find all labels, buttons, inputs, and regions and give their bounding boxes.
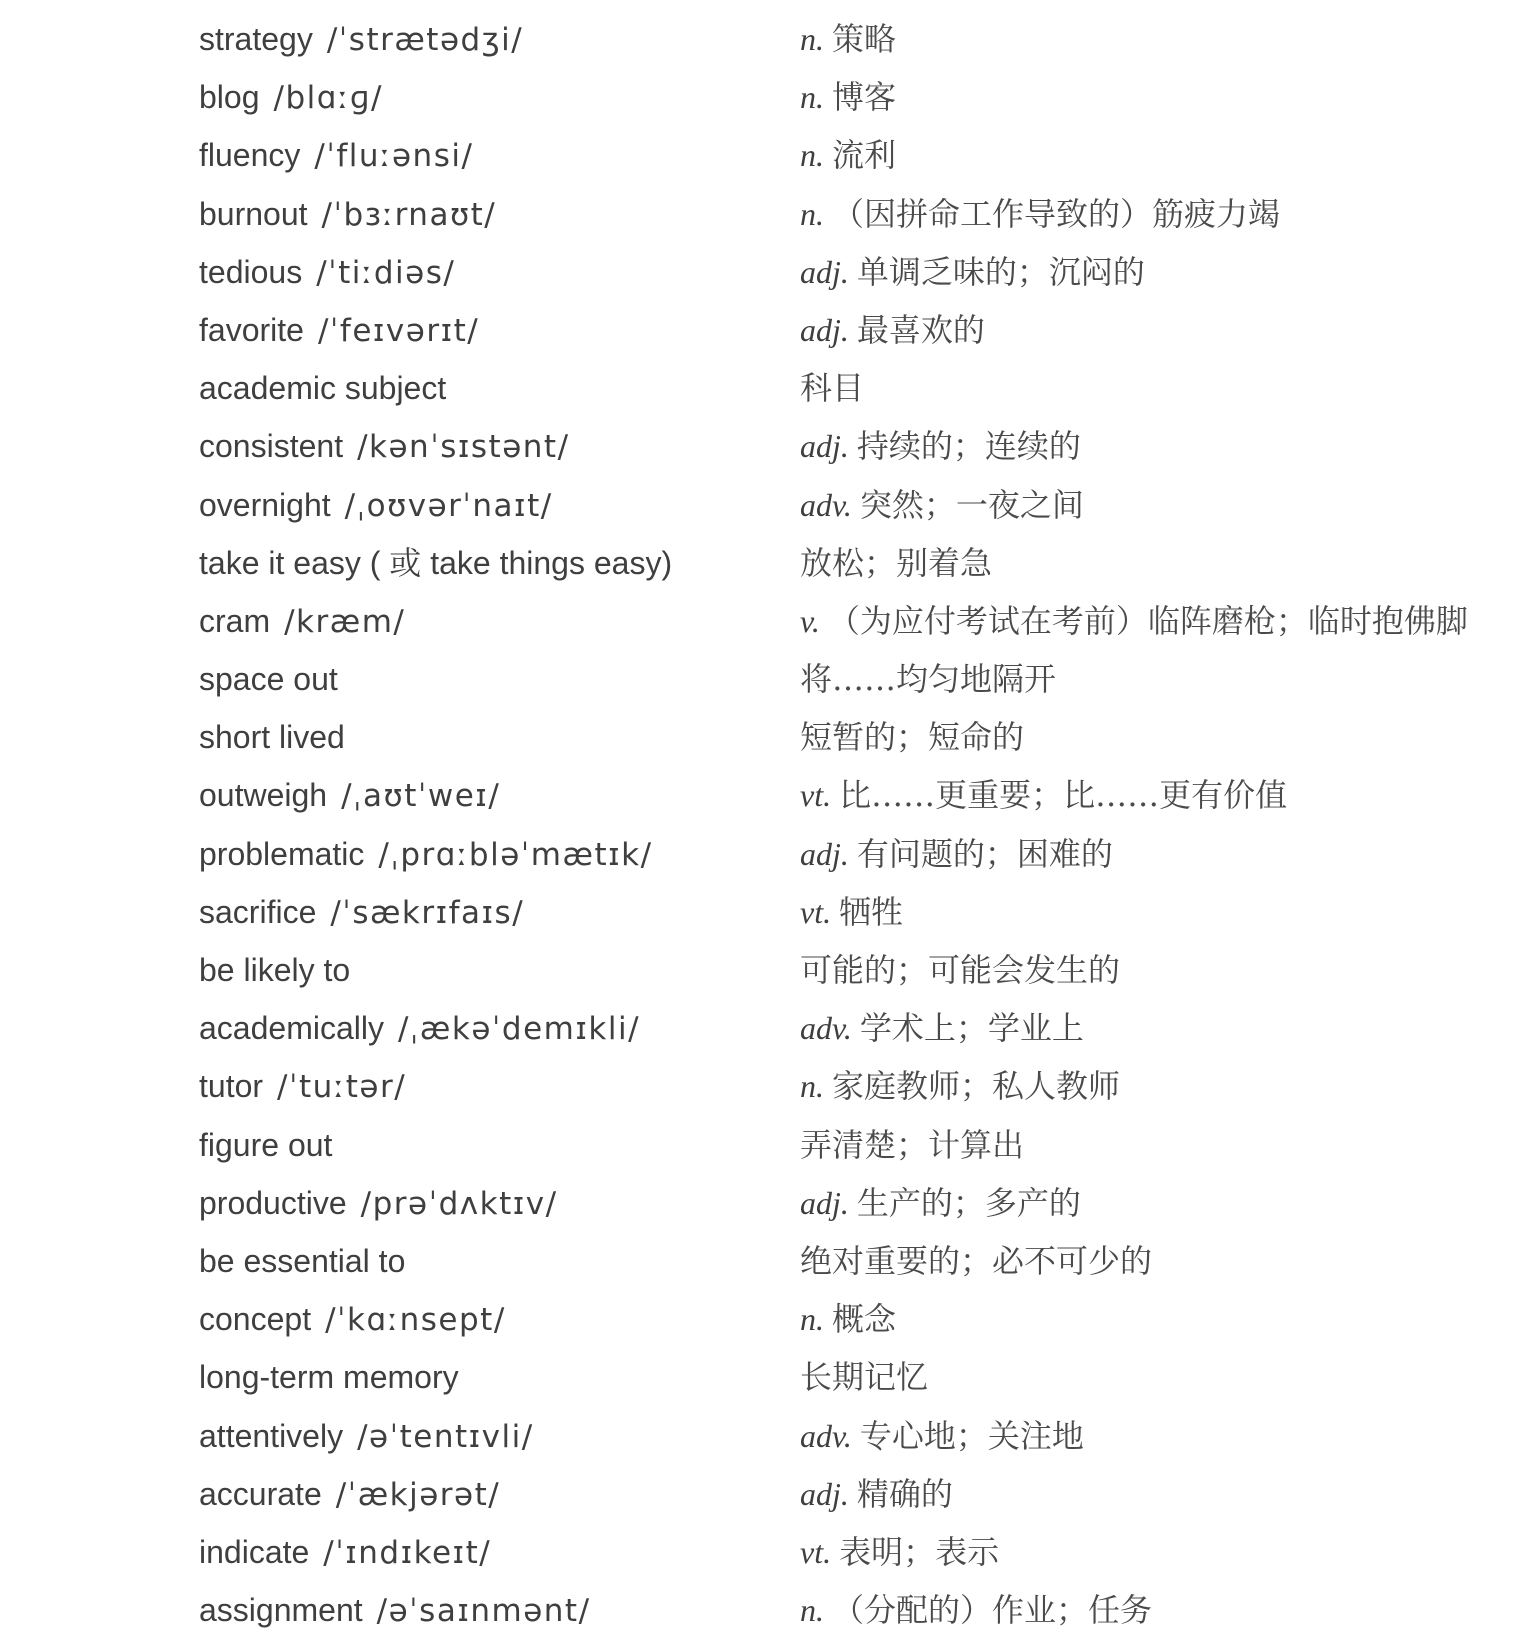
vocab-entry bbox=[0, 592, 1536, 650]
vocab-word: assignment bbox=[199, 1592, 363, 1629]
vocab-word: be likely to bbox=[199, 952, 351, 988]
vocab-word: tutor bbox=[199, 1068, 264, 1105]
vocab-definition bbox=[800, 1057, 1120, 1115]
vocab-meaning: 策略 bbox=[832, 20, 897, 58]
part-of-speech: adj. bbox=[800, 311, 849, 348]
vocabulary-list bbox=[0, 10, 1536, 1639]
vocab-entry bbox=[0, 534, 1536, 592]
vocab-word: be essential to bbox=[199, 1242, 406, 1279]
vocab-definition bbox=[800, 1523, 999, 1581]
vocab-meaning: 比……更重要；比……更有价值 bbox=[839, 776, 1288, 815]
vocab-entry bbox=[0, 1465, 1536, 1523]
vocab-definition bbox=[800, 883, 903, 941]
vocab-word: short lived bbox=[199, 719, 345, 756]
vocab-entry bbox=[0, 999, 1536, 1057]
vocab-term bbox=[199, 68, 383, 126]
vocab-definition bbox=[800, 592, 1468, 650]
vocab-meaning: 表明；表示 bbox=[839, 1532, 1000, 1571]
vocab-entry bbox=[0, 650, 1536, 708]
vocab-word: academic subject bbox=[199, 370, 447, 407]
vocab-definition bbox=[800, 708, 1024, 766]
vocab-meaning: 家庭教师；私人教师 bbox=[832, 1067, 1121, 1106]
part-of-speech: adj. bbox=[800, 253, 849, 290]
vocab-term bbox=[199, 301, 479, 359]
vocab-term bbox=[199, 243, 455, 301]
vocab-phonetic: /ˌaʊtˈweɪ/ bbox=[341, 778, 501, 815]
vocab-entry bbox=[0, 1407, 1536, 1465]
part-of-speech: adj. bbox=[800, 835, 849, 872]
vocab-meaning: （为应付考试在考前）临阵磨枪；临时抱佛脚 bbox=[827, 601, 1468, 640]
vocab-meaning: 短暂的；短命的 bbox=[800, 718, 1025, 757]
vocab-meaning: 科目 bbox=[800, 369, 865, 408]
part-of-speech: n. bbox=[800, 1592, 824, 1629]
vocab-phonetic: /ˈækjərət/ bbox=[335, 1476, 501, 1513]
vocab-entry bbox=[0, 708, 1536, 766]
vocab-entry bbox=[0, 185, 1536, 243]
vocab-phonetic: /ˈstrætədʒi/ bbox=[326, 22, 524, 58]
vocab-meaning: 突然；一夜之间 bbox=[859, 485, 1084, 524]
part-of-speech: n. bbox=[800, 1301, 824, 1338]
vocab-term bbox=[199, 1523, 491, 1581]
vocab-term bbox=[199, 592, 405, 650]
vocab-phonetic: /ˌprɑːbləˈmætɪk/ bbox=[378, 836, 653, 873]
vocab-meaning: 单调乏味的；沉闷的 bbox=[856, 252, 1145, 291]
vocab-entry bbox=[0, 1057, 1536, 1115]
vocab-definition bbox=[800, 476, 1084, 534]
vocab-definition bbox=[800, 417, 1081, 475]
vocab-meaning: 绝对重要的；必不可少的 bbox=[800, 1241, 1153, 1280]
part-of-speech: adj. bbox=[800, 1475, 849, 1512]
vocab-definition bbox=[800, 1407, 1084, 1465]
vocab-entry bbox=[0, 1523, 1536, 1581]
vocab-definition bbox=[800, 534, 992, 592]
vocab-definition bbox=[800, 1348, 928, 1406]
vocab-entry bbox=[0, 1348, 1536, 1406]
vocab-definition bbox=[800, 1581, 1152, 1639]
vocab-phonetic: /ˈsækrɪfaɪs/ bbox=[330, 894, 525, 931]
part-of-speech: vt. bbox=[800, 777, 832, 814]
vocab-definition bbox=[800, 359, 864, 417]
vocab-term bbox=[199, 10, 523, 68]
vocab-term bbox=[199, 1116, 332, 1174]
vocab-phonetic: /ˈtiːdiəs/ bbox=[316, 254, 456, 291]
vocab-meaning: 长期记忆 bbox=[800, 1358, 929, 1397]
vocab-word: attentively bbox=[199, 1417, 344, 1454]
vocab-entry bbox=[0, 766, 1536, 824]
vocab-meaning: 学术上；学业上 bbox=[859, 1009, 1084, 1048]
vocab-phonetic: /ˈtuːtər/ bbox=[277, 1069, 407, 1106]
vocab-definition bbox=[800, 766, 1287, 824]
vocab-definition bbox=[800, 301, 985, 359]
vocab-meaning: 精确的 bbox=[856, 1474, 953, 1513]
vocab-meaning: 持续的；连续的 bbox=[856, 427, 1081, 466]
vocab-word: accurate bbox=[199, 1475, 322, 1512]
vocab-word: space out bbox=[199, 661, 338, 698]
vocab-meaning: 生产的；多产的 bbox=[856, 1183, 1081, 1222]
part-of-speech: v. bbox=[800, 602, 820, 639]
vocab-phonetic: /ˈfeɪvərɪt/ bbox=[317, 312, 480, 349]
vocab-term bbox=[199, 708, 345, 766]
vocab-meaning: 流利 bbox=[832, 136, 897, 175]
vocab-entry bbox=[0, 126, 1536, 184]
vocab-definition bbox=[800, 68, 896, 126]
vocab-term bbox=[199, 359, 446, 417]
vocab-entry bbox=[0, 1581, 1536, 1639]
vocab-entry bbox=[0, 10, 1536, 68]
vocab-meaning: 专心地；关注地 bbox=[859, 1416, 1084, 1455]
vocab-meaning: （分配的）作业；任务 bbox=[832, 1591, 1153, 1630]
vocab-meaning: 将……均匀地隔开 bbox=[800, 660, 1057, 699]
vocab-term bbox=[199, 476, 553, 534]
vocab-term bbox=[199, 941, 350, 999]
part-of-speech: vt. bbox=[800, 893, 832, 930]
part-of-speech: n. bbox=[800, 1068, 824, 1105]
vocab-entry bbox=[0, 825, 1536, 883]
vocab-phonetic: /ˌoʊvərˈnaɪt/ bbox=[344, 487, 553, 524]
vocab-entry bbox=[0, 941, 1536, 999]
vocab-word: fluency bbox=[199, 137, 301, 174]
vocab-definition bbox=[800, 126, 896, 184]
part-of-speech: n. bbox=[800, 79, 824, 116]
vocab-term bbox=[199, 1465, 500, 1523]
vocab-entry bbox=[0, 417, 1536, 475]
vocab-term bbox=[199, 999, 640, 1057]
vocab-entry bbox=[0, 301, 1536, 359]
part-of-speech: n. bbox=[800, 137, 824, 174]
vocab-word: long-term memory bbox=[199, 1359, 459, 1396]
part-of-speech: n. bbox=[800, 195, 824, 232]
vocab-word: take it easy ( 或 take things easy) bbox=[199, 544, 673, 581]
vocab-entry bbox=[0, 1232, 1536, 1290]
vocab-meaning: 放松；别着急 bbox=[800, 543, 993, 582]
vocab-meaning: 可能的；可能会发生的 bbox=[800, 951, 1121, 989]
vocab-meaning: 博客 bbox=[832, 78, 897, 117]
vocab-phonetic: /ˈbɜːrnaʊt/ bbox=[321, 196, 497, 233]
vocab-term bbox=[199, 534, 672, 592]
part-of-speech: adv. bbox=[800, 486, 852, 523]
vocab-definition bbox=[800, 243, 1145, 301]
vocab-meaning: 最喜欢的 bbox=[856, 310, 985, 349]
part-of-speech: adj. bbox=[800, 1184, 849, 1221]
vocab-word: figure out bbox=[199, 1126, 333, 1163]
vocab-definition bbox=[800, 1465, 953, 1523]
vocab-definition bbox=[800, 1232, 1152, 1290]
vocab-definition bbox=[800, 185, 1280, 243]
vocab-phonetic: /ˌækəˈdemɪkli/ bbox=[397, 1011, 641, 1048]
vocab-phonetic: /əˈsaɪnmənt/ bbox=[376, 1593, 591, 1630]
vocab-term bbox=[199, 1174, 558, 1232]
vocab-meaning: 有问题的；困难的 bbox=[856, 834, 1113, 873]
vocab-phonetic: /əˈtentɪvli/ bbox=[357, 1418, 534, 1455]
vocab-term bbox=[199, 1581, 591, 1639]
vocab-term bbox=[199, 1348, 459, 1406]
part-of-speech: adv. bbox=[800, 1010, 852, 1047]
vocab-definition bbox=[800, 650, 1056, 708]
vocab-term bbox=[199, 185, 496, 243]
part-of-speech: n. bbox=[800, 21, 824, 57]
vocab-word: tedious bbox=[199, 253, 303, 290]
vocab-meaning: 概念 bbox=[832, 1300, 897, 1339]
vocab-word: outweigh bbox=[199, 777, 328, 814]
vocab-word: concept bbox=[199, 1301, 312, 1338]
vocab-phonetic: /kræm/ bbox=[284, 603, 406, 640]
vocab-term bbox=[199, 766, 500, 824]
vocab-phonetic: /blɑːɡ/ bbox=[273, 80, 383, 117]
vocab-word: burnout bbox=[199, 195, 308, 232]
vocab-entry bbox=[0, 1290, 1536, 1348]
part-of-speech: adj. bbox=[800, 428, 849, 465]
vocab-phonetic: /ˈkɑːnsept/ bbox=[325, 1302, 506, 1339]
vocab-definition bbox=[800, 10, 896, 68]
vocab-definition bbox=[800, 1174, 1081, 1232]
vocab-word: overnight bbox=[199, 486, 331, 523]
vocab-word: problematic bbox=[199, 835, 365, 872]
part-of-speech: vt. bbox=[800, 1533, 832, 1570]
vocab-term bbox=[199, 1407, 534, 1465]
vocab-entry bbox=[0, 1174, 1536, 1232]
vocab-word: indicate bbox=[199, 1533, 310, 1570]
vocab-meaning: 弄清楚；计算出 bbox=[800, 1125, 1025, 1164]
vocab-term bbox=[199, 883, 524, 941]
vocab-word: productive bbox=[199, 1184, 347, 1221]
vocab-entry bbox=[0, 883, 1536, 941]
vocab-phonetic: /kənˈsɪstənt/ bbox=[357, 429, 570, 466]
vocab-meaning: 牺牲 bbox=[839, 892, 904, 931]
vocab-word: cram bbox=[199, 602, 271, 639]
part-of-speech: adv. bbox=[800, 1417, 852, 1454]
vocab-word: sacrifice bbox=[199, 893, 317, 930]
vocab-entry bbox=[0, 68, 1536, 126]
vocab-entry bbox=[0, 476, 1536, 534]
vocab-meaning: （因拼命工作导致的）筋疲力竭 bbox=[832, 194, 1281, 233]
vocab-term bbox=[199, 825, 653, 883]
vocab-definition bbox=[800, 999, 1084, 1057]
vocab-term bbox=[199, 650, 338, 708]
vocab-word: consistent bbox=[199, 428, 344, 465]
vocab-definition bbox=[800, 1290, 896, 1348]
vocab-definition bbox=[800, 941, 1120, 999]
vocab-entry bbox=[0, 359, 1536, 417]
vocab-entry bbox=[0, 243, 1536, 301]
vocab-term bbox=[199, 1232, 405, 1290]
vocab-definition bbox=[800, 825, 1113, 883]
vocab-term bbox=[199, 1057, 406, 1115]
vocab-phonetic: /prəˈdʌktɪv/ bbox=[360, 1185, 558, 1222]
vocab-term bbox=[199, 1290, 506, 1348]
vocab-entry bbox=[0, 1116, 1536, 1174]
vocab-phonetic: /ˈfluːənsi/ bbox=[314, 138, 474, 175]
vocab-word: favorite bbox=[199, 311, 304, 348]
vocab-phonetic: /ˈɪndɪkeɪt/ bbox=[323, 1534, 492, 1571]
vocab-word: blog bbox=[199, 79, 260, 116]
vocab-word: strategy bbox=[199, 21, 313, 57]
vocab-term bbox=[199, 126, 473, 184]
vocab-definition bbox=[800, 1116, 1024, 1174]
vocab-term bbox=[199, 417, 570, 475]
vocab-word: academically bbox=[199, 1010, 384, 1047]
